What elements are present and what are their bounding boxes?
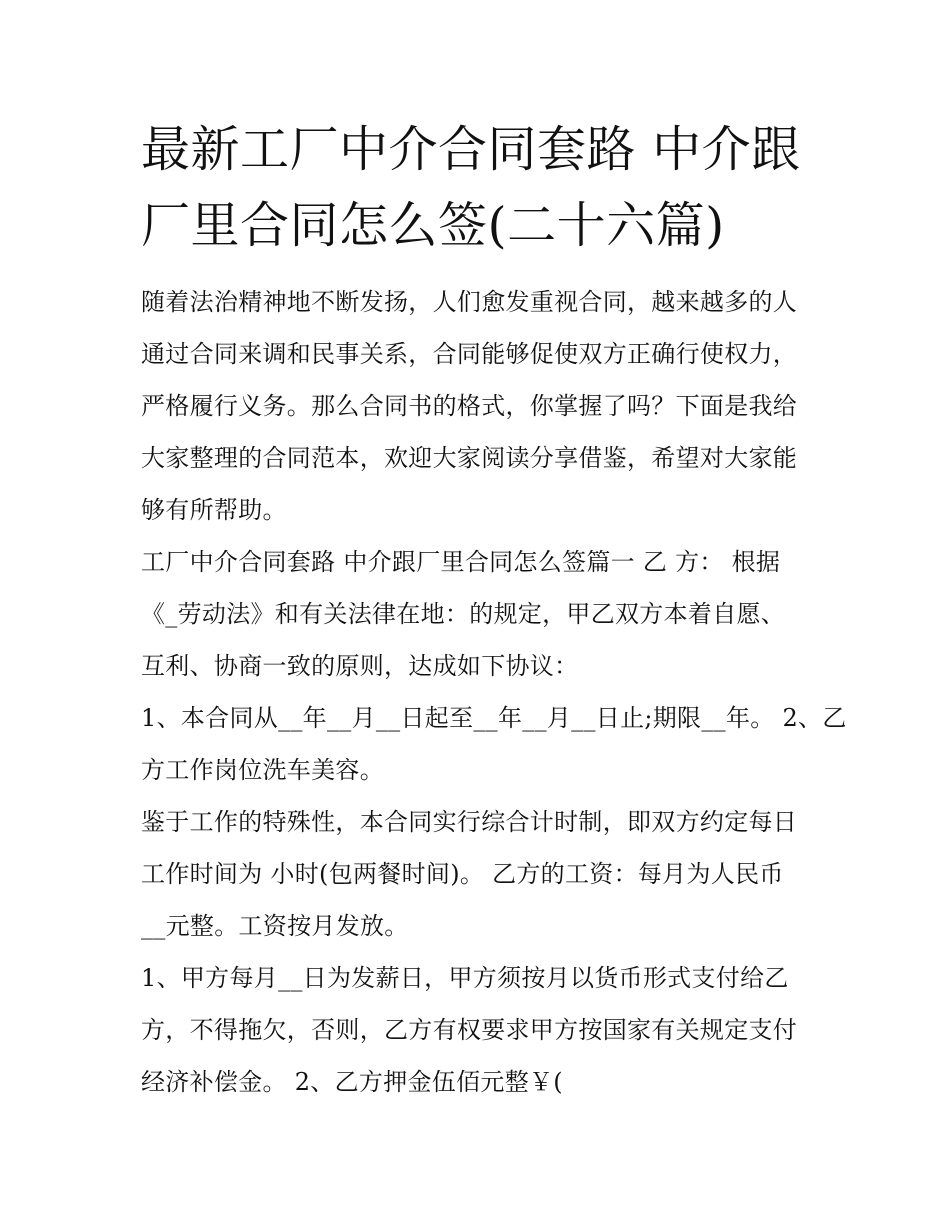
text-line: 工厂中介合同套路 中介跟厂里合同怎么签篇一 乙 方： 根据 <box>141 548 781 576</box>
text-line: 《_劳动法》和有关法律在地：的规定，甲乙双方本着自愿、 <box>141 600 786 628</box>
text-line: 鉴于工作的特殊性，本合同实行综合计时制，即双方约定每日 <box>141 808 798 836</box>
contract-term-paragraph <box>141 692 847 796</box>
working-hours-paragraph <box>141 796 831 952</box>
text-line: 够有所帮助。 <box>141 496 287 524</box>
text-line: 经济补偿金。 2、乙方押金伍佰元整￥( <box>141 1068 563 1096</box>
text-line: 大家整理的合同范本，欢迎大家阅读分享借鉴，希望对大家能 <box>141 444 798 472</box>
document-body <box>141 276 847 1108</box>
text-line: 方，不得拖欠，否则，乙方有权要求甲方按国家有关规定支付 <box>141 1016 798 1044</box>
text-line: 互利、协商一致的原则，达成如下协议： <box>141 652 579 680</box>
intro-paragraph <box>141 276 831 536</box>
text-line: 通过合同来调和民事关系，合同能够促使双方正确行使权力， <box>141 340 798 368</box>
title-line: 厂里合同怎么签(二十六篇) <box>141 197 725 254</box>
text-line: 严格履行义务。那么合同书的格式，你掌握了吗？下面是我给 <box>141 392 798 420</box>
contract-parties-paragraph <box>141 536 831 692</box>
text-line: 1、本合同从__年__月__日起至__年__月__日止;期限__年。 2、乙 <box>141 704 847 732</box>
payment-paragraph <box>141 952 831 1108</box>
text-line: 1、甲方每月__日为发薪日，甲方须按月以货币形式支付给乙 <box>141 964 789 992</box>
document-title <box>141 112 831 264</box>
title-line: 最新工厂中介合同套路 中介跟 <box>141 121 801 178</box>
text-line: 工作时间为 小时(包两餐时间)。 乙方的工资：每月为人民币 <box>141 860 784 888</box>
text-line: 方工作岗位洗车美容。 <box>141 756 384 784</box>
text-line: 随着法治精神地不断发扬，人们愈发重视合同，越来越多的人 <box>141 288 798 316</box>
text-line: __元整。工资按月发放。 <box>141 912 409 940</box>
